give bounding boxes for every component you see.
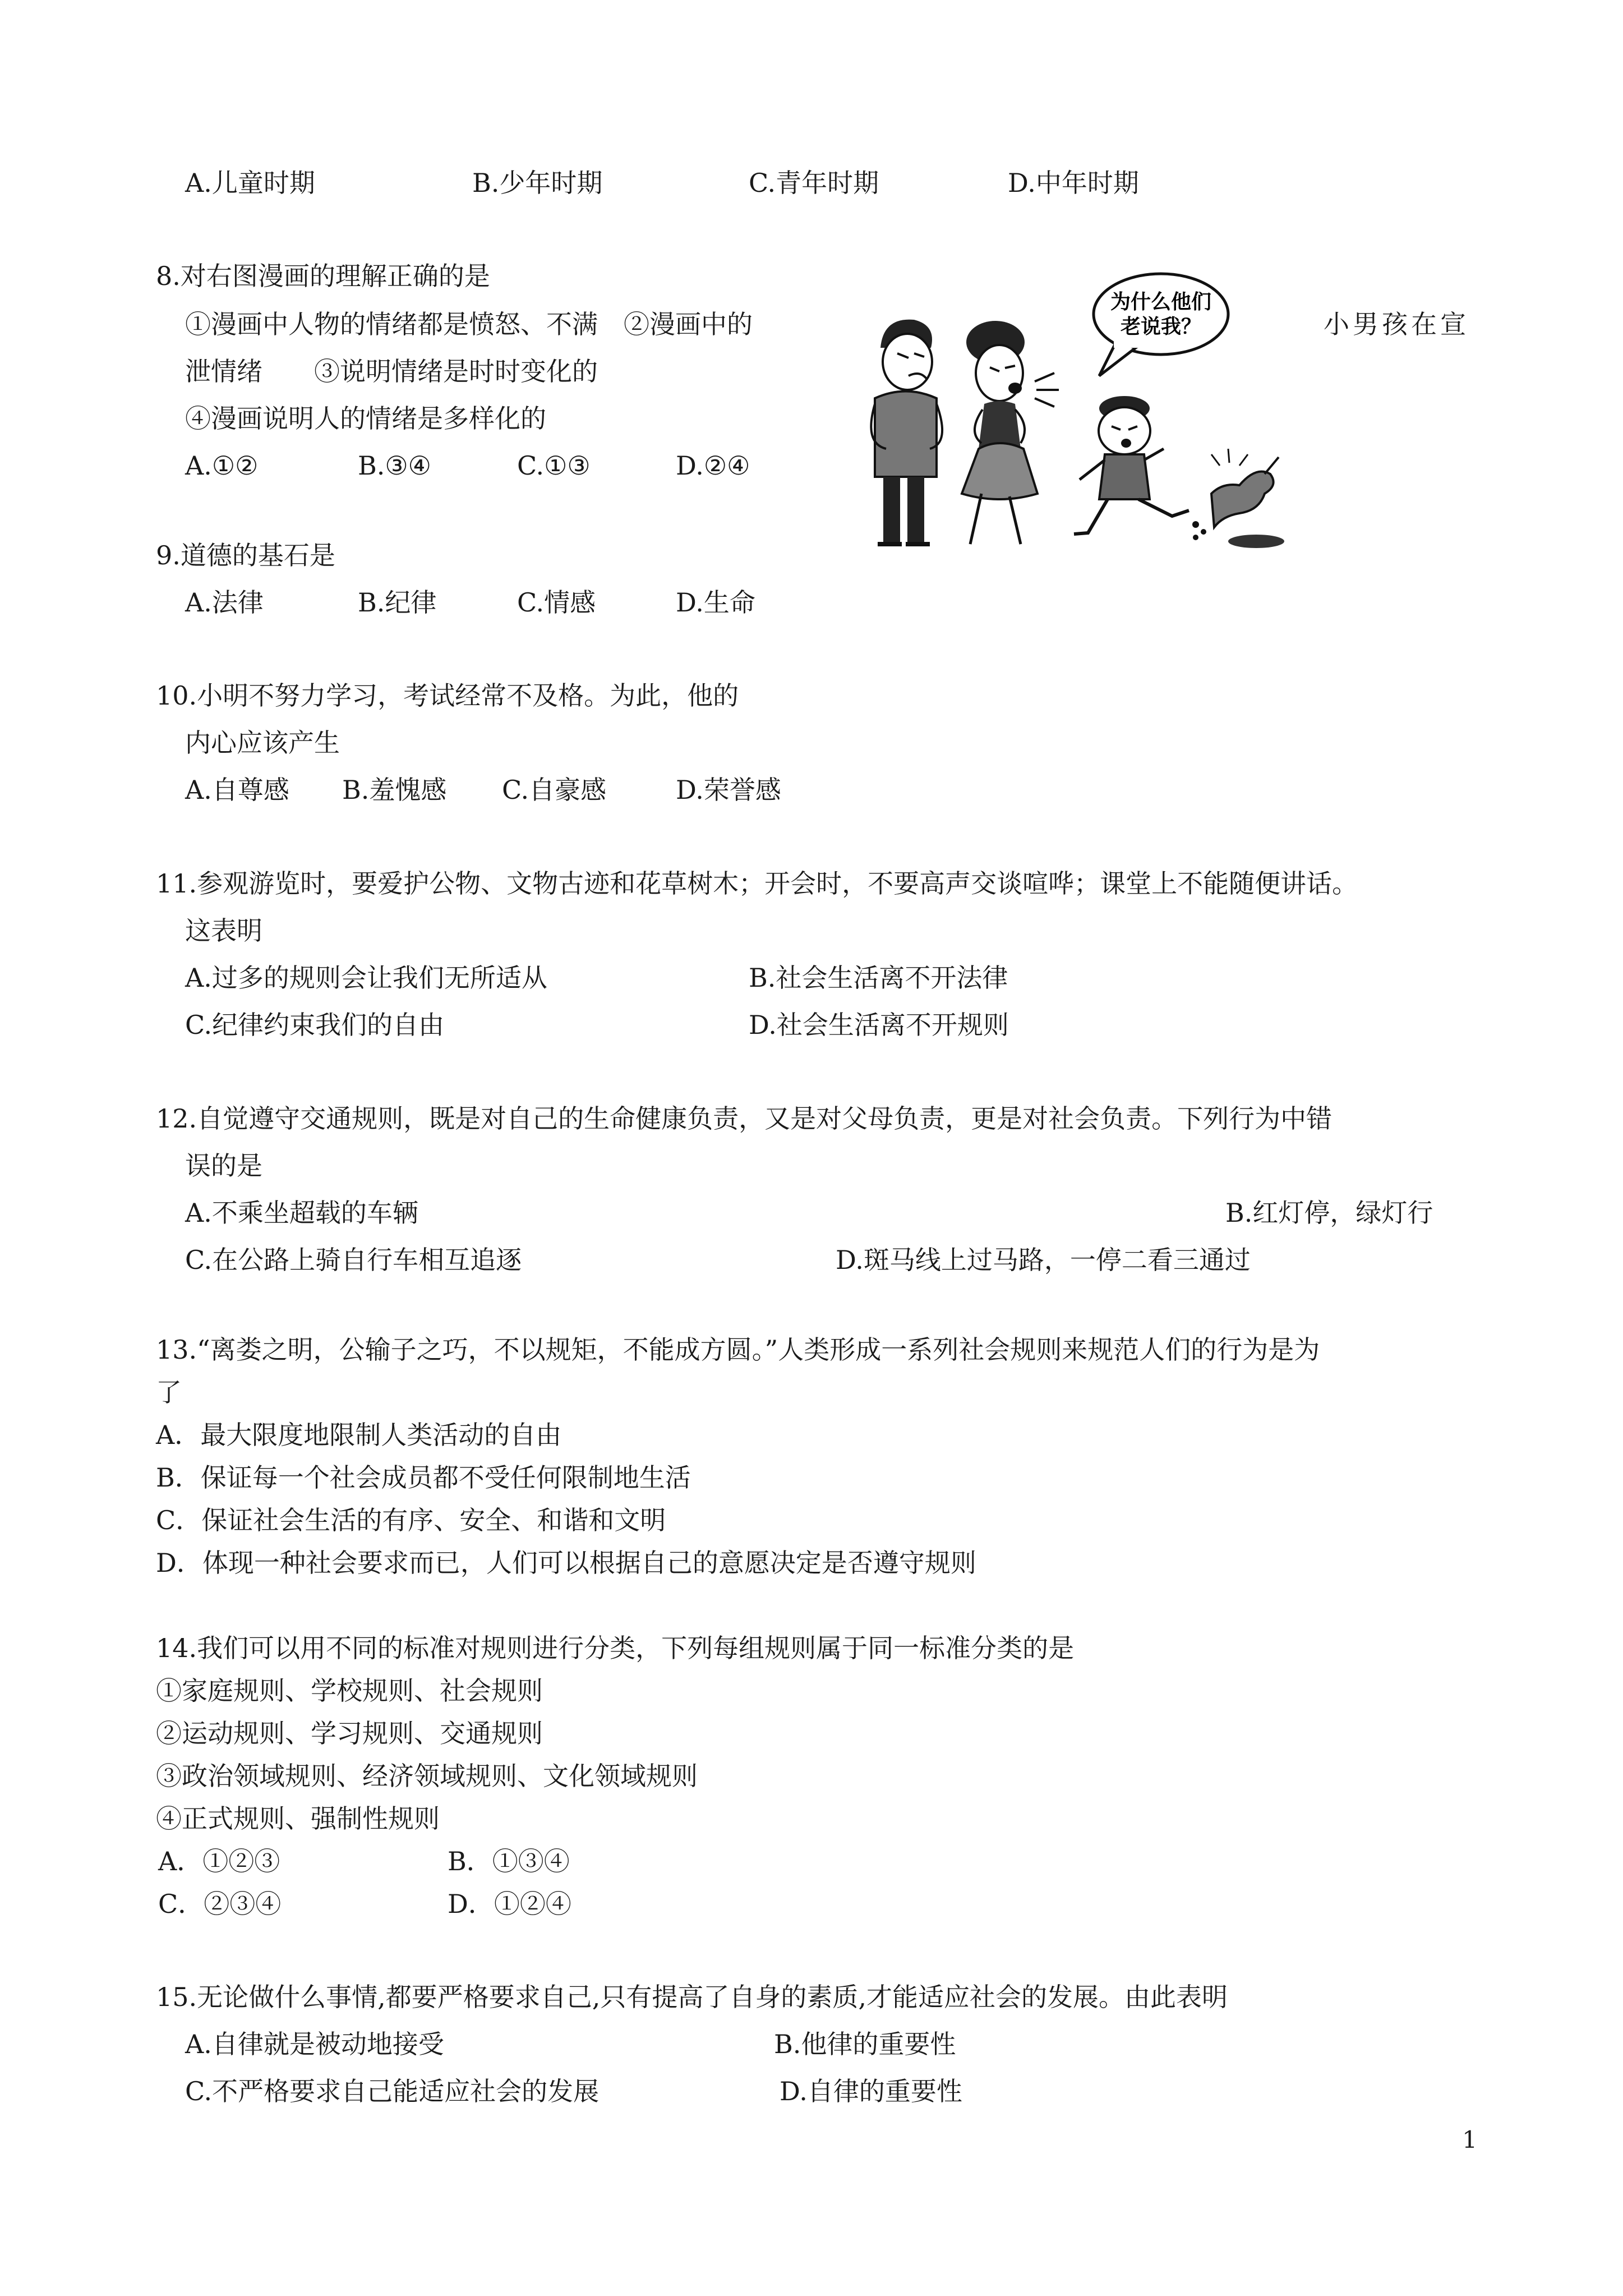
q10-stem-2: 内心应该产生 <box>185 728 340 758</box>
q12-option-b: B.红灯停，绿灯行 <box>1225 1198 1433 1228</box>
q7-option-c: C.青年时期 <box>749 168 879 198</box>
q14-item-3: ③政治领域规则、经济领域规则、文化领域规则 <box>156 1761 698 1791</box>
q8-option-c: C.①③ <box>517 450 591 481</box>
q15-stem: 15.无论做什么事情,都要严格要求自己,只有提高了自身的素质,才能适应社会的发展。由此表明 <box>156 1982 1228 2012</box>
q9-option-d: D.生命 <box>676 587 755 618</box>
q14-option-d: D．①②④ <box>448 1889 571 1919</box>
q12-option-c: C.在公路上骑自行车相互追逐 <box>185 1245 522 1275</box>
q15-option-a: A.自律就是被动地接受 <box>185 2029 444 2059</box>
q12-stem-1: 12.自觉遵守交通规则，既是对自己的生命健康负责，又是对父母负责，更是对社会负责。下列行为中错 <box>156 1103 1332 1134</box>
q12-option-a: A.不乘坐超载的车辆 <box>185 1198 418 1228</box>
q9-option-b: B.纪律 <box>358 587 437 618</box>
q7-option-b: B.少年时期 <box>472 168 603 198</box>
q9-option-c: C.情感 <box>517 587 596 618</box>
q11-option-c: C.纪律约束我们的自由 <box>185 1010 445 1040</box>
q13-stem-2: 了 <box>156 1377 182 1407</box>
q15-option-c: C.不严格要求自己能适应社会的发展 <box>185 2076 600 2106</box>
q8-option-d: D.②④ <box>676 450 750 481</box>
q15-option-d: D.自律的重要性 <box>780 2076 962 2106</box>
bubble-line-2: 老说我？ <box>1120 315 1202 338</box>
q8-stem: 8.对右图漫画的理解正确的是 <box>156 261 490 291</box>
q14-item-4: ④正式规则、强制性规则 <box>156 1803 440 1834</box>
q10-option-d: D.荣誉感 <box>676 775 781 805</box>
q14-option-c: C．②③④ <box>158 1889 282 1919</box>
q10-stem-1: 10.小明不努力学习，考试经常不及格。为此，他的 <box>156 680 739 711</box>
q14-item-2: ②运动规则、学习规则、交通规则 <box>156 1718 543 1749</box>
q8-line1-end: 小男孩在宣 <box>1324 309 1469 339</box>
bubble-line-1: 为什么他们 <box>1110 291 1212 314</box>
q13-option-b: B．保证每一个社会成员都不受任何限制地生活 <box>156 1462 691 1493</box>
q13-option-c: C．保证社会生活的有序、安全、和谐和文明 <box>156 1505 666 1535</box>
q8-option-a: A.①② <box>185 450 259 481</box>
q9-option-a: A.法律 <box>185 587 264 618</box>
q14-item-1: ①家庭规则、学校规则、社会规则 <box>156 1676 543 1706</box>
q13-option-d: D．体现一种社会要求而已，人们可以根据自己的意愿决定是否遵守规则 <box>156 1548 976 1578</box>
q8-line2: 泄情绪 ③说明情绪是时时变化的 <box>185 356 598 386</box>
q8-line1: ①漫画中人物的情绪都是愤怒、不满 ②漫画中的 <box>185 309 753 339</box>
q14-option-b: B．①③④ <box>448 1846 570 1876</box>
q8-option-b: B.③④ <box>358 450 431 481</box>
q11-stem-2: 这表明 <box>185 915 262 946</box>
q10-option-a: A.自尊感 <box>185 775 289 805</box>
q9-stem: 9.道德的基石是 <box>156 540 335 570</box>
q12-stem-2: 误的是 <box>185 1151 262 1181</box>
q14-option-a: A．①②③ <box>158 1846 280 1876</box>
q15-option-b: B.他律的重要性 <box>774 2029 956 2059</box>
q12-option-d: D.斑马线上过马路，一停二看三通过 <box>836 1245 1251 1275</box>
q11-stem-1: 11.参观游览时，要爱护公物、文物古迹和花草树木；开会时，不要高声交谈喧哗；课堂上不能随便讲话。 <box>156 868 1358 899</box>
page-number: 1 <box>1462 2126 1477 2154</box>
q11-option-b: B.社会生活离不开法律 <box>749 963 1008 993</box>
q10-option-c: C.自豪感 <box>502 775 607 805</box>
q7-option-a: A.儿童时期 <box>185 168 315 198</box>
q11-option-d: D.社会生活离不开规则 <box>749 1010 1009 1040</box>
q7-option-d: D.中年时期 <box>1008 168 1139 198</box>
q13-stem-1: 13.“离娄之明，公输子之巧，不以规矩，不能成方圆。”人类形成一系列社会规则来规范人们的行为是为 <box>156 1335 1320 1365</box>
q8-line3: ④漫画说明人的情绪是多样化的 <box>185 403 546 434</box>
q13-option-a: A．最大限度地限制人类活动的自由 <box>156 1420 562 1450</box>
q11-option-a: A.过多的规则会让我们无所适从 <box>185 963 547 993</box>
q14-stem: 14.我们可以用不同的标准对规则进行分类，下列每组规则属于同一标准分类的是 <box>156 1633 1075 1663</box>
q10-option-b: B.羞愧感 <box>342 775 447 805</box>
cartoon-illustration <box>852 264 1290 555</box>
